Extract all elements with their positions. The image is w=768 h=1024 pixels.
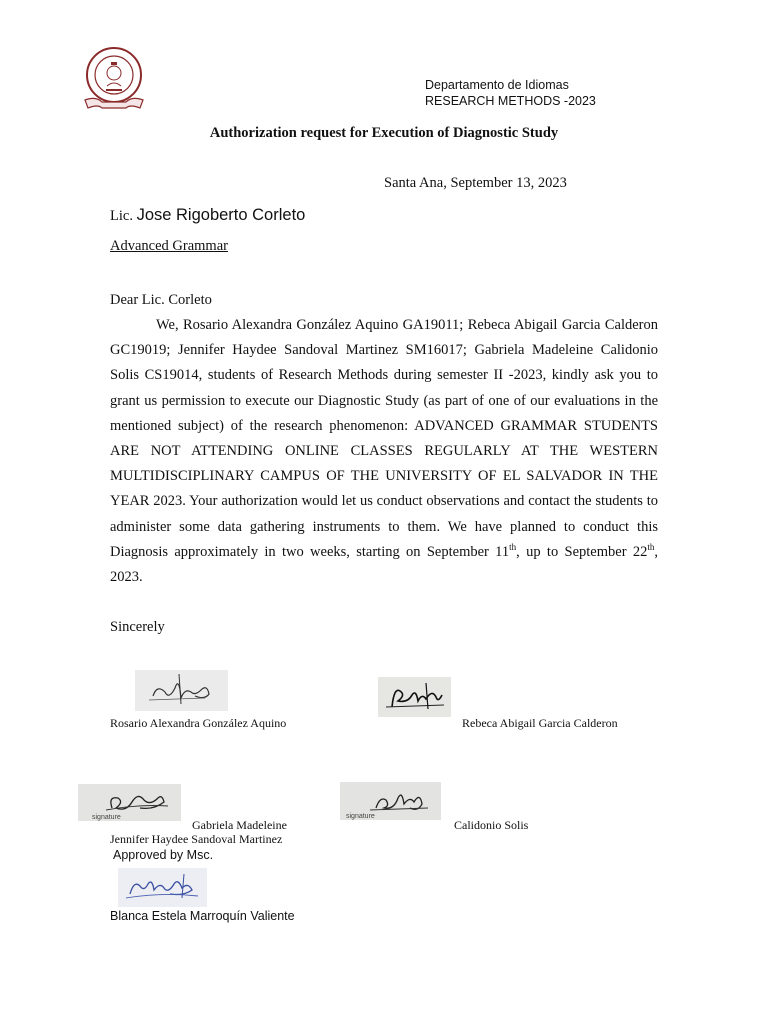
body-text-part2: , up to September 22	[516, 543, 648, 560]
body-sup1: th	[509, 542, 517, 552]
course-line: RESEARCH METHODS -2023	[425, 94, 596, 108]
department-name: Departamento de Idiomas	[425, 78, 569, 92]
signature-caption-3: signature	[92, 814, 121, 821]
signature-rosario-image	[135, 670, 228, 711]
signature-jennifer-image	[78, 784, 181, 821]
addressee-name: Jose Rigoberto Corleto	[136, 206, 306, 224]
signature-rebeca-image	[378, 677, 451, 717]
addressee	[110, 206, 305, 225]
signer-name-rebeca: Rebeca Abigail Garcia Calderon	[462, 716, 618, 730]
signature-gabriela-image	[340, 782, 441, 820]
body-paragraph	[110, 313, 658, 590]
body-text-part3: , 2023.	[110, 543, 658, 586]
greeting: Dear Lic. Corleto	[110, 292, 212, 308]
closing: Sincerely	[110, 619, 165, 635]
signer-name-gabriela-first: Gabriela Madeleine	[192, 818, 287, 832]
department-header	[425, 77, 596, 109]
approved-by-label: Approved by Msc.	[113, 848, 214, 862]
signature-blanca-image	[118, 868, 207, 907]
signer-name-rosario: Rosario Alexandra González Aquino	[110, 716, 287, 730]
signature-caption-4: signature	[346, 813, 375, 820]
approver-name: Blanca Estela Marroquín Valiente	[110, 909, 295, 923]
signer-name-gabriela-last: Calidonio Solis	[454, 818, 529, 832]
document-title: Authorization request for Execution of Diagnostic Study	[209, 125, 559, 141]
university-seal-icon	[80, 42, 148, 112]
body-sup2: th	[647, 542, 655, 552]
addressee-subject: Advanced Grammar	[110, 238, 228, 254]
date-line: Santa Ana, September 13, 2023	[384, 175, 567, 191]
body-text-part1: We, Rosario Alexandra González Aquino GA19011; Rebeca Abigail Garcia Calderon GC19019; Jennifer Haydee Sandoval Martinez SM16017; Gabriela Madeleine Calidonio Solis CS19014, students of Research Methods during semester II -2023, kindly ask you to grant us permission to execute our Diagnostic Study (as part of one of our evaluations in the mentioned subject) of the research phenomenon: ADVANCED GRAMMAR STUDENTS ARE NOT ATTENDING ONLINE CLASSES REGULARLY AT THE WESTERN MULTIDISCIPLINARY CAMPUS OF THE UNIVERSITY OF EL SALVADOR IN THE YEAR 2023. Your authorization would let us conduct observations and contact the students to administer some data gathering instruments to them. We have planned to conduct this Diagnosis approximately in two weeks, starting on September 11	[110, 317, 658, 560]
signer-name-jennifer: Jennifer Haydee Sandoval Martinez	[110, 832, 283, 846]
addressee-prefix: Lic.	[110, 208, 133, 224]
